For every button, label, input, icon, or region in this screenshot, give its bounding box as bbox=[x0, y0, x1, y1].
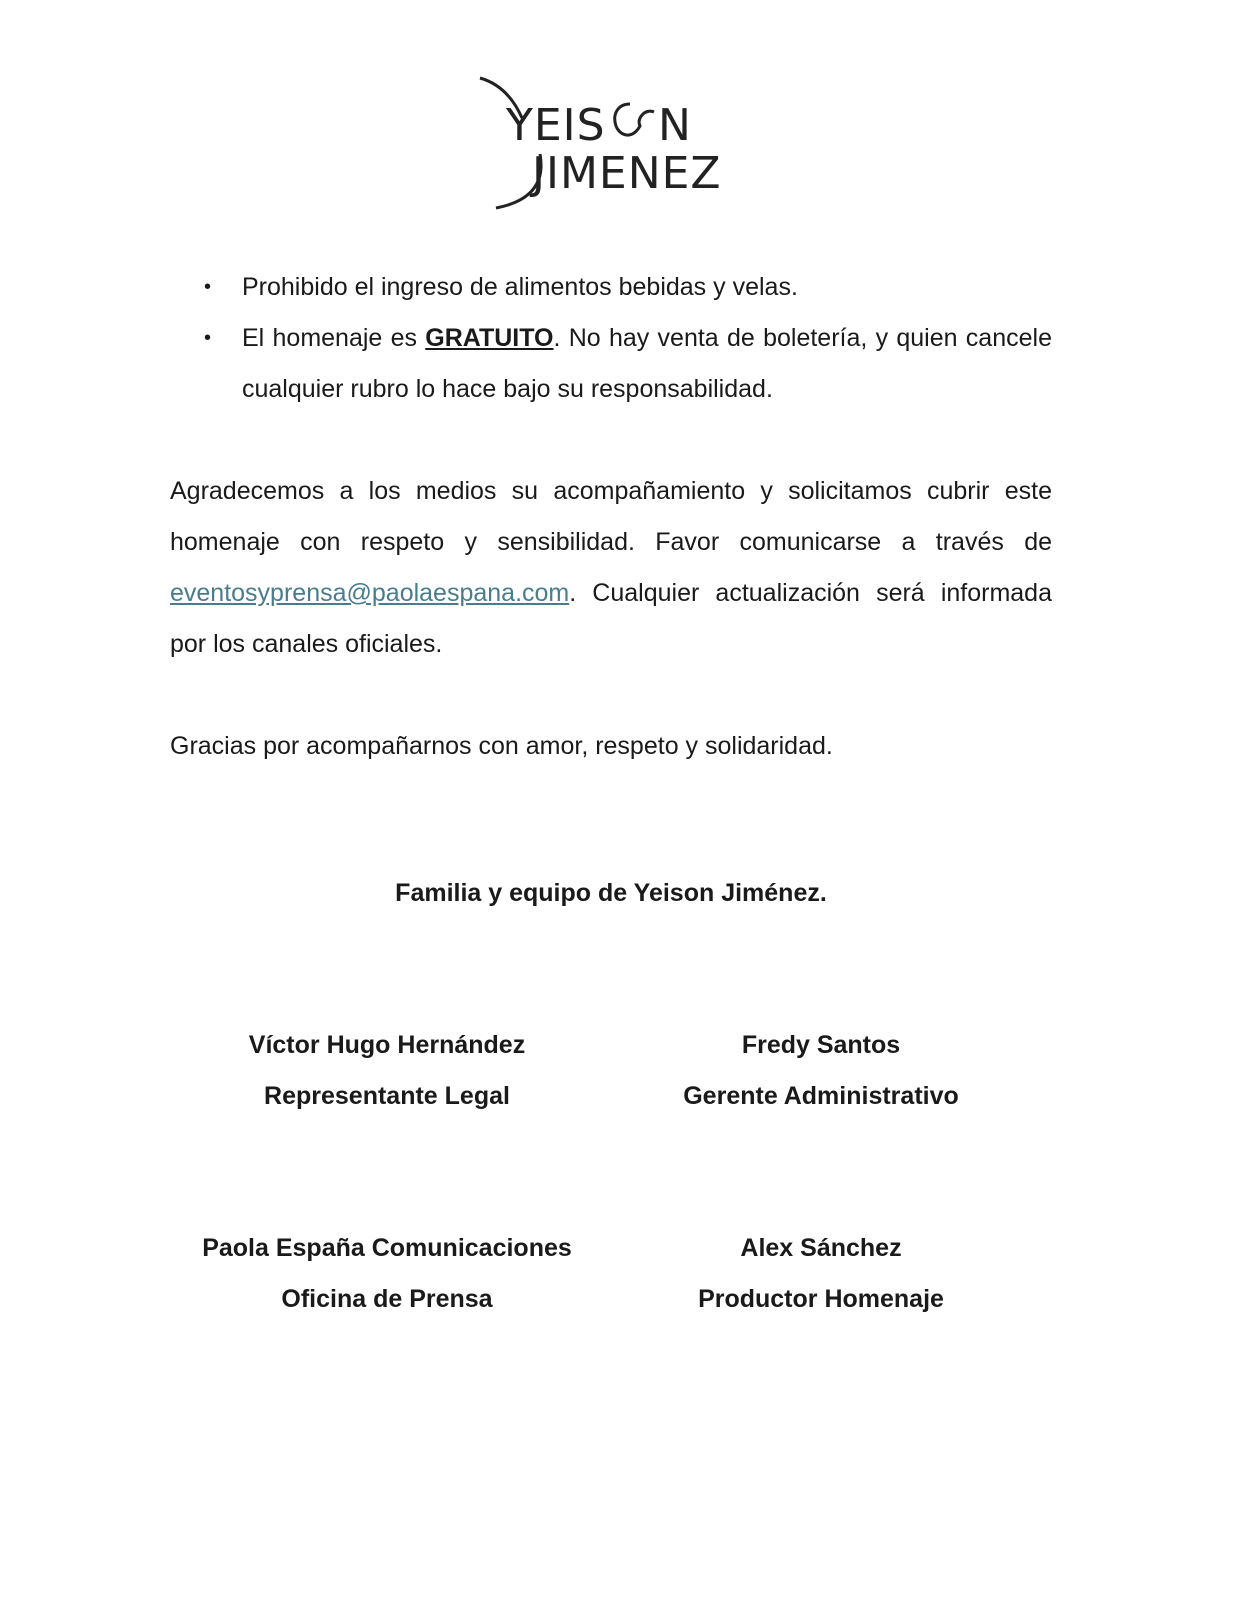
signatory bbox=[601, 1020, 1041, 1122]
signatory-name: Paola España Comunicaciones bbox=[202, 1234, 572, 1262]
email-link[interactable]: eventosyprensa@paolaespana.com bbox=[170, 579, 570, 607]
paragraph-text: Agradecemos a los medios su acompañamiento y solicitamos cubrir este homenaje con respeto y sensibilidad. Favor comunicarse a través de bbox=[170, 477, 1052, 556]
body-content bbox=[170, 262, 1052, 772]
logo-line1b: N bbox=[658, 100, 691, 151]
signatory-role: Representante Legal bbox=[264, 1082, 510, 1110]
signatory bbox=[167, 1020, 607, 1122]
signatory bbox=[167, 1223, 607, 1325]
bullet-text: Prohibido el ingreso de alimentos bebidas y velas. bbox=[242, 273, 798, 301]
bullet-text: . No hay venta de boletería, y quien cancele cualquier rubro lo hace bajo su responsabilidad. bbox=[242, 324, 1052, 403]
signatory-name: Alex Sánchez bbox=[740, 1234, 902, 1262]
logo-line2: JIMENEZ bbox=[532, 148, 722, 199]
signatory-name: Fredy Santos bbox=[741, 1031, 901, 1059]
logo bbox=[478, 74, 758, 214]
thanks-paragraph: Gracias por acompañarnos con amor, respeto y solidaridad. bbox=[170, 732, 833, 760]
logo-graphic bbox=[478, 74, 758, 214]
bullet-list bbox=[170, 262, 1052, 415]
bullet-item bbox=[242, 262, 1052, 313]
signatory-role: Productor Homenaje bbox=[698, 1285, 944, 1313]
signatory-role: Oficina de Prensa bbox=[281, 1285, 493, 1313]
bullet-text: El homenaje es bbox=[242, 324, 426, 352]
signatory bbox=[601, 1223, 1041, 1325]
paragraph-text: . Cualquier actualización será informada por los canales oficiales. bbox=[170, 579, 1052, 658]
media-paragraph bbox=[170, 466, 1052, 670]
emphasis-free: GRATUITO bbox=[425, 324, 554, 352]
heart-icon bbox=[615, 104, 654, 135]
signatory-name: Víctor Hugo Hernández bbox=[248, 1031, 526, 1059]
bullet-item bbox=[242, 313, 1052, 415]
signatory-role: Gerente Administrativo bbox=[683, 1082, 959, 1110]
logo-line1: YEIS bbox=[506, 100, 606, 151]
closing-line: Familia y equipo de Yeison Jiménez. bbox=[395, 879, 827, 907]
